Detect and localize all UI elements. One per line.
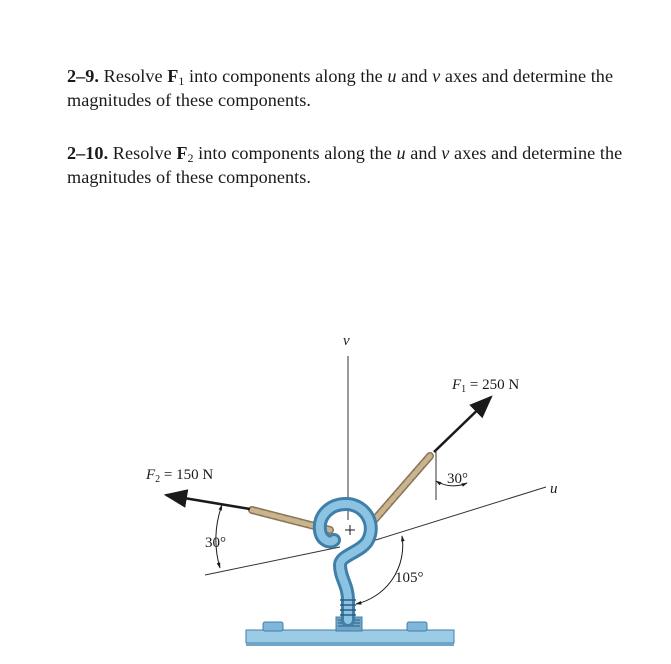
problem-text-before: Resolve <box>103 66 168 86</box>
problem-text-before: Resolve <box>112 143 177 163</box>
angle-label-f2: 30° <box>205 535 226 551</box>
problem-text-mid: into components along the <box>193 143 397 163</box>
f2-arrow <box>166 495 250 509</box>
axis-v-ref: v <box>432 66 441 86</box>
axis-u-ref: u <box>387 66 397 86</box>
angle-label-f1: 30° <box>447 471 468 487</box>
axis-u-ref: u <box>396 143 406 163</box>
force-subscript: 1 <box>178 74 185 88</box>
problem-number: 2–10. <box>67 143 109 163</box>
eye-hook <box>320 504 371 620</box>
problem-and: and <box>396 66 433 86</box>
f1-rope <box>370 456 430 525</box>
problem-and: and <box>405 143 442 163</box>
f1-arrow <box>434 397 491 452</box>
force-symbol: F <box>167 66 179 86</box>
problem-text-after: axes and determine the magnitudes of these components. <box>67 66 614 110</box>
v-axis-label: v <box>343 333 350 349</box>
angle-label-105: 105° <box>395 570 424 586</box>
f1-label: $F_1 = 250$ N <box>452 377 520 395</box>
reference-line-left <box>205 547 340 575</box>
force-subscript: 2 <box>187 151 194 165</box>
problem-number: 2–9. <box>67 66 100 86</box>
force-symbol: F <box>176 143 188 163</box>
f2-label: $F_2 = 150$ N <box>146 467 214 485</box>
problem-text-mid: into components along the <box>184 66 388 86</box>
u-axis-label: u <box>550 481 558 497</box>
axis-v-ref: v <box>441 143 450 163</box>
problem-text-after: axes and determine the magnitudes of these components. <box>67 143 623 187</box>
